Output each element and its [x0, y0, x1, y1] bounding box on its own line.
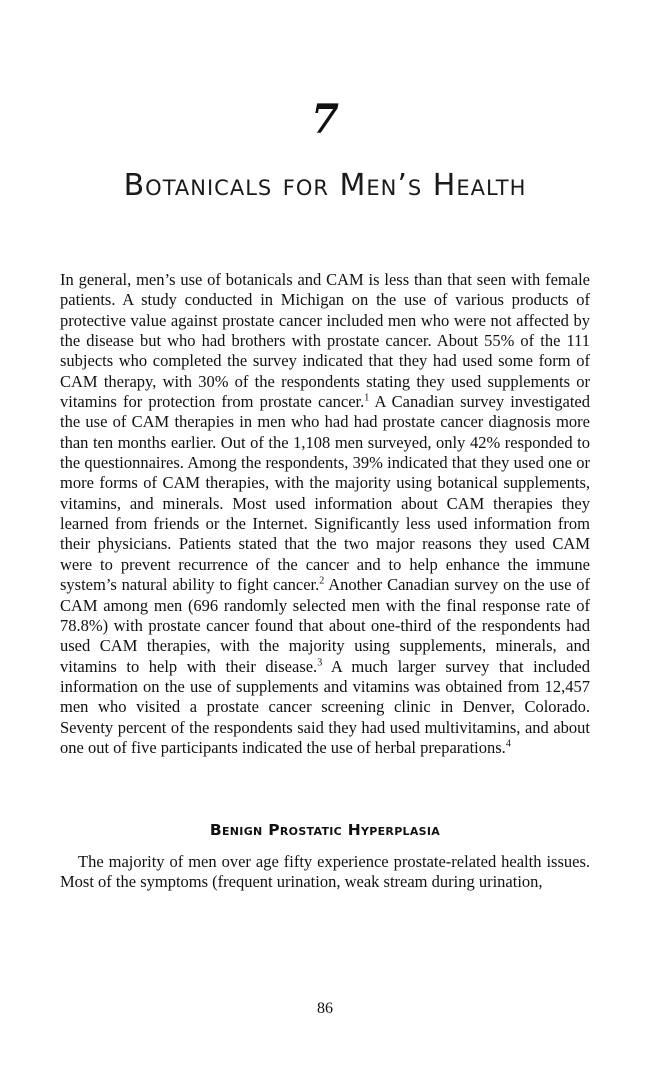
footnote-ref: 1 — [364, 392, 370, 404]
body-paragraph — [60, 270, 590, 758]
chapter-title: Botanicals for Men’s Health — [123, 168, 527, 203]
footnote-ref: 3 — [317, 657, 323, 669]
section-heading: Benign Prostatic Hyperplasia — [209, 821, 441, 839]
footnote-ref: 4 — [505, 738, 511, 750]
paragraph-text: A much larger survey that included information on the use of supplements and vitamins was obtained from 12,457 men who visited a prostate cancer screening clinic in Denver, Colorado. Seventy percent of the respondents said they had used multivitamins, and about one out of five participants indicated the use of herbal preparations. — [60, 656, 590, 757]
paragraph-text: A Canadian survey investigated the use of CAM therapies in men who had had prostate cancer diagnosis more than ten months earlier. Out of the 1,108 men surveyed, only 42% responded to the questionnaires. Among the respondents, 39% indicated that they used one or more forms of CAM therapies, with the majority using botanical supplements, vitamins, and minerals. Most used information about CAM therapies they learned from friends or the Internet. Significantly less used information from their physicians. Patients stated that the two major reasons they used CAM were to prevent recurrence of the cancer and to help enhance the immune system’s natural ability to fight cancer. — [60, 392, 591, 595]
section-paragraph: The majority of men over age fifty experience prostate-related health issues. Most of the symptoms (frequent urination, weak stream during urination, — [60, 852, 590, 892]
paragraph-text: Another Canadian survey on the use of CAM among men (696 randomly selected men with the final response rate of 78.8%) with prostate cancer found that about one-third of the respondents had used CAM therapies, with the majority using supplements, minerals, and vitamins to help with their disease. — [60, 575, 590, 676]
page-number: 86 — [317, 1000, 333, 1017]
footnote-ref: 2 — [319, 575, 325, 587]
paragraph-text: In general, men’s use of botanicals and CAM is less than that seen with female patients. A study conducted in Michigan on the use of various products of protective value against prostate cancer included men who were not affected by the disease but who had brothers with prostate cancer. About 55% of the 111 subjects who completed the survey indicated that they had used some form of CAM therapy, with 30% of the respondents stating they used supplements or vitamins for protection from prostate cancer. — [60, 270, 590, 412]
chapter-number: 7 — [311, 96, 339, 143]
